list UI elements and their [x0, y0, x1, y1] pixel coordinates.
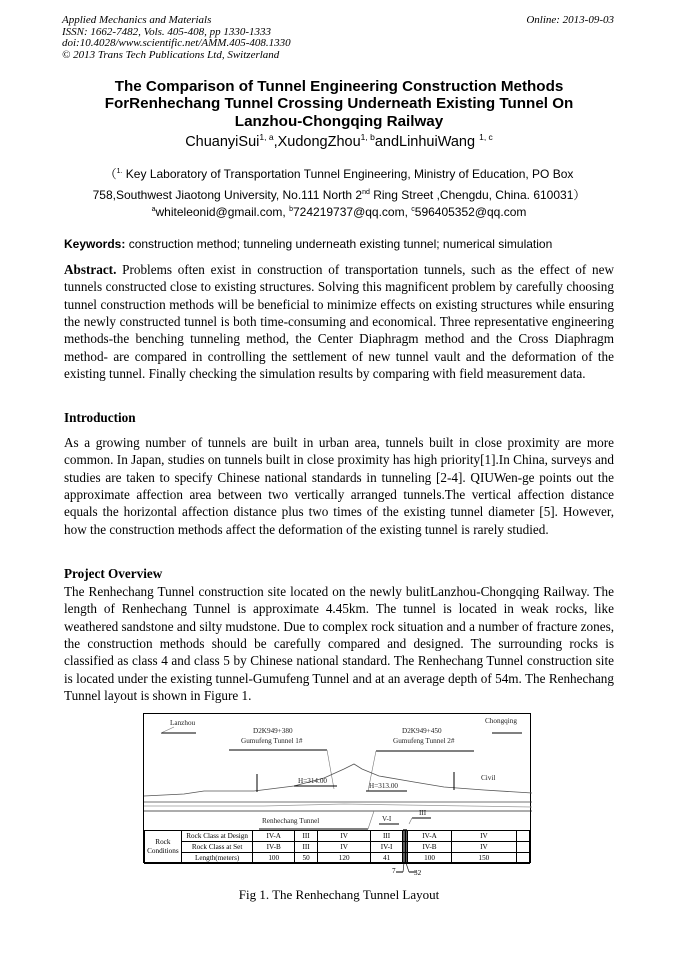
affiliation [60, 163, 618, 204]
group-label: Rock Conditions [145, 831, 182, 864]
label-iii: III [419, 809, 427, 817]
author-name: andLinhuiWang [374, 133, 480, 150]
paper-title [60, 78, 618, 130]
email-link[interactable]: 596405352@qq.com [414, 205, 527, 219]
label-32m: 32 [414, 869, 422, 877]
journal-header [62, 15, 291, 61]
label-7m: 7 [392, 867, 396, 875]
table-cell [516, 842, 529, 853]
table-row [145, 831, 530, 842]
rock-conditions-table [144, 830, 530, 864]
label-h1: H=314.00 [298, 777, 328, 785]
label-lanzhou: Lanzhou [170, 719, 196, 727]
title-line: ForRenhechang Tunnel Crossing Underneath Existing Tunnel On [104, 95, 574, 113]
online-date: Online: 2013-09-03 [526, 14, 614, 26]
project-overview-text: The Renhechang Tunnel construction site located on the newly bulitLanzhou-Chongqing Railway. The length of Renhechang Tunnel is approximate 4.45km. The tunnel is located in weak rocks, like weathered sandstone and silty mudstone. Due to complex rock situation and a number of fracture zones, the construction methods should be carefully compared and designed. The surrounding rocks is classified as class 4 and class 5 by Chinese national standard. The Renhechang Tunnel construction site is located under the existing tunnel-Gumufeng Tunnel and at an average depth of 54m. The Renhechang Tunnel layout is shown in Figure 1. [64, 584, 614, 704]
table-cell: III [294, 831, 317, 842]
introduction-text: As a growing number of tunnels are built in urban area, tunnels built in close proximity are more common. In Japan, studies on tunnels built in close proximity has high priority[1].In China, surveys and studies are taken to specify Chinese national standards in tunneling [2-4]. QIUWen-ge points out the approximate affection area between two vertically arranged tunnels.The vertical affection distance equals the horizontal affection distance plus two times of the existing tunnel diameter [5]. However, how the construction methods affect the deformation of the existing tunnel is rarely studied. [64, 435, 614, 537]
label-tunnel1-station: D2K949+380 [253, 727, 293, 735]
label-civil: Civil [481, 774, 496, 782]
email-link[interactable]: whiteleonid@gmail.com, [155, 205, 290, 219]
email-mark: a [151, 206, 156, 213]
title-line: Lanzhou-Chongqing Railway [234, 112, 444, 130]
table-cell [516, 831, 529, 842]
table-cell: IV-B [407, 842, 451, 853]
row-label: Length(meters) [181, 853, 253, 864]
section-heading-introduction: Introduction [64, 410, 136, 425]
table-cell: III [294, 842, 317, 853]
table-cell: 50 [294, 853, 317, 864]
table-row [145, 853, 530, 864]
table-cell: IV-I [371, 842, 403, 853]
table-cell: 100 [253, 853, 295, 864]
table-cell [516, 853, 529, 864]
abstract-label: Abstract. [64, 262, 117, 277]
author-list [60, 132, 618, 150]
table-cell: IV-A [407, 831, 451, 842]
author-affil-mark: 1, b [360, 132, 375, 142]
figure-caption: Fig 1. The Renhechang Tunnel Layout [238, 887, 440, 902]
label-tunnel1-name: Gumufeng Tunnel 1# [241, 737, 303, 745]
journal-name: Applied Mechanics and Materials [62, 14, 212, 26]
abstract [64, 261, 614, 382]
table-cell: 120 [318, 853, 371, 864]
table-cell: IV [452, 842, 516, 853]
keywords [64, 237, 616, 251]
affiliation-line: Key Laboratory of Transportation Tunnel Engineering, Ministry of Education, PO Box [122, 167, 574, 181]
table-cell: IV-B [253, 842, 295, 853]
table-cell: IV [318, 831, 371, 842]
table-cell: IV-A [253, 831, 295, 842]
annotation-leader-lines [390, 863, 430, 879]
table-cell: IV [318, 842, 371, 853]
author-name: ChuanyiSui [185, 133, 260, 150]
issn-line: ISSN: 1662-7482, Vols. 405-408, pp 1330-1333 [62, 25, 271, 38]
keywords-text: construction method; tunneling underneath existing tunnel; numerical simulation [125, 237, 553, 251]
email-mark: b [289, 206, 293, 213]
label-tunnel2-station: D2K949+450 [402, 727, 442, 735]
section-heading-project-overview: Project Overview [64, 566, 163, 581]
author-name: ,XudongZhou [273, 133, 361, 150]
table-cell: 100 [407, 853, 451, 864]
label-v1: V-I [382, 815, 392, 823]
table-cell: IV [452, 831, 516, 842]
label-chongqing: Chongqing [485, 717, 517, 725]
affil-mark: 1. [116, 168, 123, 175]
title-line: The Comparison of Tunnel Engineering Construction Methods [114, 78, 564, 95]
paren: （ [104, 167, 117, 181]
ordinal-suffix: nd [362, 188, 370, 196]
email-link[interactable]: 724219737@qq.com, [293, 205, 412, 219]
email-list [60, 205, 618, 219]
row-label: Rock Class at Design [181, 831, 253, 842]
label-renhechang-tunnel: Renhechang Tunnel [262, 817, 320, 825]
table-cell: III [371, 831, 403, 842]
table-cell: 41 [371, 853, 403, 864]
author-affil-mark: 1, c [479, 132, 493, 142]
label-tunnel2-name: Gumufeng Tunnel 2# [393, 737, 455, 745]
table-row [145, 842, 530, 853]
copyright-line: © 2013 Trans Tech Publications Ltd, Switzerland [62, 48, 280, 61]
email-mark: c [411, 206, 415, 213]
author-affil-mark: 1, a [259, 132, 274, 142]
label-h2: H=313.00 [369, 782, 399, 790]
keywords-label: Keywords: [64, 237, 126, 251]
abstract-text: Problems often exist in construction of transportation tunnels, such as the effect of new tunnels constructed close to existing structures. Solving this magnificent problem by carefully choosing tunnel construction methods will be beneficial to minimize effects on existing structures while ensuring the newly constructed tunnel is both time-consuming and economical. Three representative engineering methods-the benching tunneling method, the Center Diaphragm method and the Cross Diaphragm method- are compared in controlling the settlement of new tunnel vault and the deformation of the existing tunnel. Finally checking the simulation results by comparing with field measurement data. [64, 262, 614, 382]
affiliation-line: 758,Southwest Jiaotong University, No.111 North 2 [92, 187, 363, 202]
figure-tunnel-layout [143, 713, 531, 863]
doi-line: doi:10.4028/www.scientific.net/AMM.405-408.1330 [62, 37, 291, 50]
affiliation-line: Ring Street ,Chengdu, China. 610031） [369, 187, 586, 202]
table-cell: 150 [452, 853, 516, 864]
row-label: Rock Class at Set [181, 842, 253, 853]
